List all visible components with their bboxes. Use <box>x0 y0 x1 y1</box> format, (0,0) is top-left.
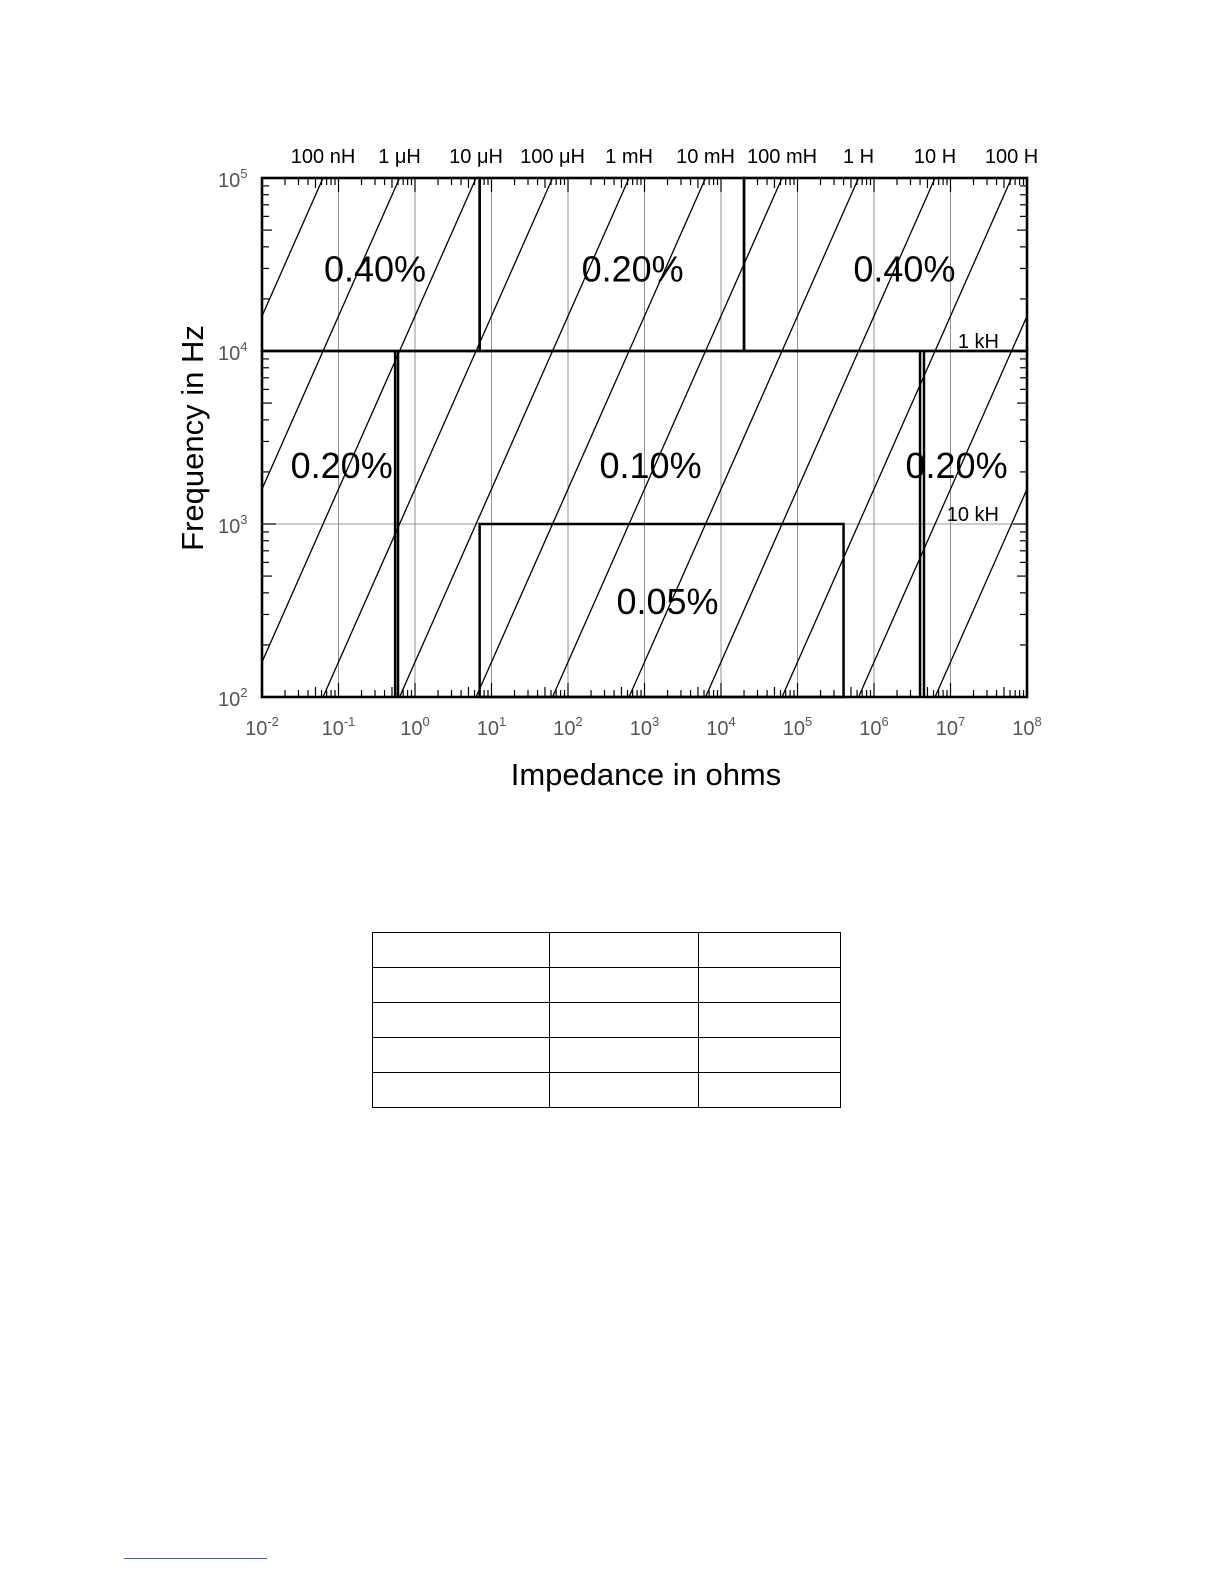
x-tick-label: $10^8$ <box>1012 714 1042 740</box>
inductance-line <box>94 5 477 870</box>
table-row <box>373 1003 841 1038</box>
accuracy-label: 0.20% <box>290 444 393 486</box>
y-tick-label: $10^4$ <box>218 339 248 365</box>
spec-table <box>372 932 841 1108</box>
x-tick-label: $10^0$ <box>400 714 430 740</box>
x-tick-label: $10^3$ <box>629 714 660 740</box>
inductance-line <box>170 5 552 870</box>
inductance-label: 10 kH <box>946 504 999 527</box>
x-tick-label: $10^7$ <box>935 714 966 740</box>
inductance-label: 1 H <box>842 146 875 168</box>
inductance-line <box>553 5 936 870</box>
x-tick-label: $10^2$ <box>553 714 583 740</box>
table-row <box>373 1038 841 1073</box>
x-tick-label: $10^{-1}$ <box>321 714 356 740</box>
y-tick-labels <box>218 166 247 711</box>
inductance-label: 1 kH <box>957 331 999 354</box>
x-tick-label: $10^{-2}$ <box>245 714 279 740</box>
accuracy-label: 0.20% <box>905 444 1008 486</box>
inductance-line <box>706 5 1089 870</box>
accuracy-label: 0.20% <box>581 248 684 290</box>
y-tick-label: $10^3$ <box>218 512 248 538</box>
table-row <box>373 968 841 1003</box>
inductance-line <box>859 5 1224 870</box>
x-tick-label: $10^4$ <box>706 714 736 740</box>
x-axis-title: Impedance in ohms <box>510 757 782 792</box>
table-row <box>373 1073 841 1108</box>
inductance-label: 1 μH <box>378 146 421 168</box>
inductance-label: 10 μH <box>449 146 503 168</box>
inductance-label: 10 mH <box>676 146 736 168</box>
inductance-line <box>476 5 858 870</box>
accuracy-label: 0.40% <box>323 248 427 290</box>
x-tick-labels <box>245 714 1042 740</box>
inductance-label: 100 μH <box>520 146 586 168</box>
y-tick-label: $10^2$ <box>218 685 248 711</box>
inductance-label: 100 nH <box>290 146 356 168</box>
inductance-label: 10 H <box>913 146 957 168</box>
x-tick-label: $10^5$ <box>782 714 813 740</box>
table-row <box>373 933 841 968</box>
inductance-line <box>782 5 1165 870</box>
accuracy-label: 0.40% <box>853 248 956 290</box>
inductance-label: 100 mH <box>747 146 818 168</box>
x-tick-label: $10^6$ <box>859 714 889 740</box>
inductance-line <box>247 5 629 870</box>
x-tick-label: $10^1$ <box>476 714 507 740</box>
inductance-line <box>629 5 1012 870</box>
inductance-label: 1 mH <box>605 146 653 168</box>
footnote-rule <box>124 1558 267 1559</box>
accuracy-label: 0.10% <box>599 444 702 486</box>
inductance-line <box>323 5 705 870</box>
y-axis-title: Frequency in Hz <box>175 325 210 551</box>
y-tick-label: $10^5$ <box>218 166 248 192</box>
accuracy-label: 0.05% <box>616 580 719 622</box>
inductance-line <box>400 5 782 870</box>
inductance-label: 100 H <box>984 146 1039 168</box>
